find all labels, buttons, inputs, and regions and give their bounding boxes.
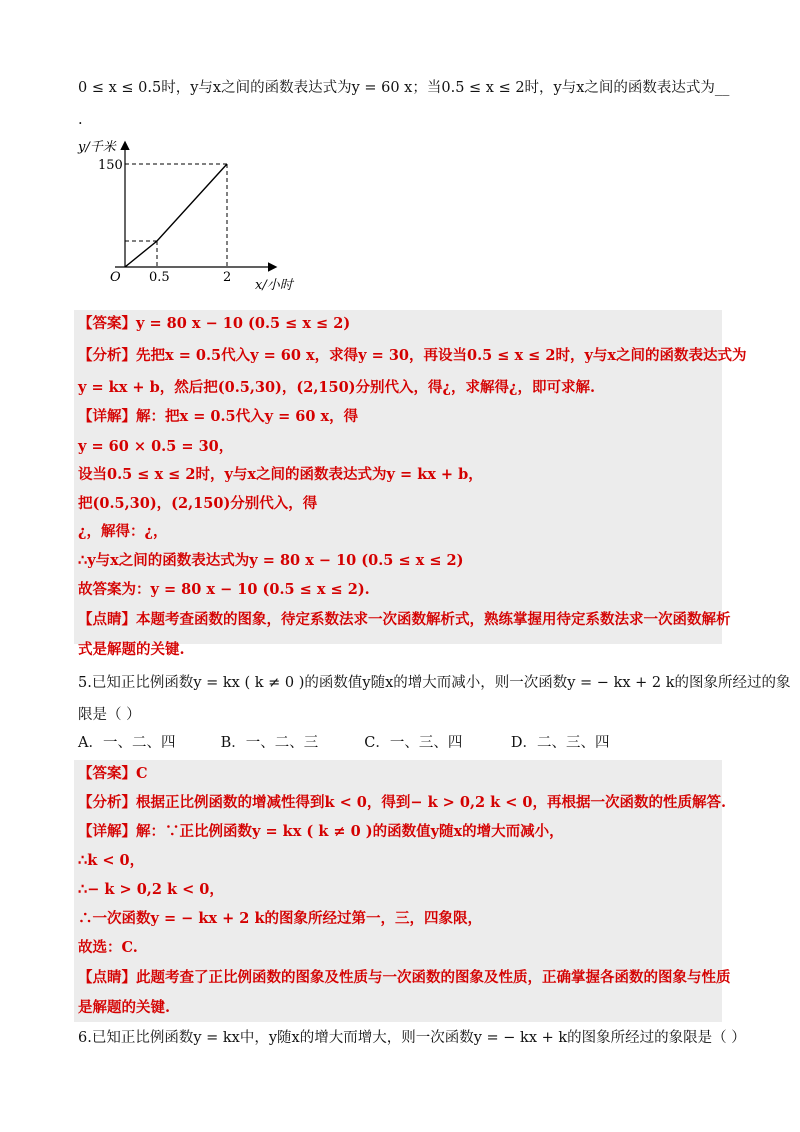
q6-line: 6.已知正比例函数y = kx中，y随x的增大而增大，则一次函数y = − kx + k的图象所经过的象限是（ ） — [78, 1030, 746, 1046]
q4-analysis-line2: y = kx + b，然后把(0.5,30)，(2,150)分别代入，得¿，求解得¿，即可求解. — [78, 379, 596, 396]
q4-detail-line3: 设当0.5 ≤ x ≤ 2时，y与x之间的函数表达式为y = kx + b， — [78, 466, 483, 483]
graph-xlabel: x/小时 — [255, 278, 293, 293]
q5-line1: 5.已知正比例函数y = kx ( k ≠ 0 )的函数值y随x的增大而减小，则一次函数y = − kx + 2 k的图象所经过的象 — [78, 675, 791, 691]
q5-choice: 故选：C. — [78, 939, 138, 956]
q4-detail-line2: y = 60 × 0.5 = 30， — [78, 438, 234, 455]
q5-option-d: D．二、三、四 — [510, 735, 610, 751]
graph-origin: O — [110, 270, 121, 285]
q5-detail-line3: ∴− k > 0,2 k < 0， — [78, 881, 224, 898]
q4-dot: . — [78, 112, 83, 128]
q4-comment-line1: 【点睛】本题考查函数的图象，待定系数法求一次函数解析式，熟练掌握用待定系数法求一次函数解析 — [78, 611, 731, 628]
distance-time-graph — [70, 135, 310, 295]
q5-options — [78, 733, 609, 753]
graph-ylabel: y/千米 — [78, 140, 116, 155]
q4-answer-line: 【答案】y = 80 x − 10 (0.5 ≤ x ≤ 2) — [78, 315, 351, 332]
q4-detail-line1: 【详解】解：把x = 0.5代入y = 60 x，得 — [78, 408, 359, 425]
q4-detail-line5: ¿，解得：¿， — [78, 523, 168, 540]
graph-ytick-150: 150 — [98, 158, 123, 173]
q5-analysis-line: 【分析】根据正比例函数的增减性得到k < 0，得到− k > 0,2 k < 0，再根据一次函数的性质解答. — [78, 794, 727, 811]
q5-option-c: C．一、三、四 — [364, 735, 463, 751]
q5-detail-line4: ∴一次函数y = − kx + 2 k的图象所经过第一，三，四象限， — [78, 910, 482, 927]
q4-analysis-line1: 【分析】先把x = 0.5代入y = 60 x，求得y = 30，再设当0.5 ≤ x ≤ 2时，y与x之间的函数表达式为 — [78, 347, 747, 364]
q5-detail-line2: ∴k < 0， — [78, 852, 145, 869]
q5-comment-line1: 【点睛】此题考查了正比例函数的图象及性质与一次函数的图象及性质，正确掌握各函数的图象与性质 — [78, 969, 731, 986]
q5-option-a: A．一、二、四 — [78, 735, 176, 751]
q5-line2: 限是（ ） — [78, 707, 141, 723]
q5-answer-line: 【答案】C — [78, 765, 148, 782]
q4-final-answer: 故答案为：y = 80 x − 10 (0.5 ≤ x ≤ 2). — [78, 581, 370, 598]
q4-intro-line: 0 ≤ x ≤ 0.5时，y与x之间的函数表达式为y = 60 x；当0.5 ≤ x ≤ 2时，y与x之间的函数表达式为__ — [78, 80, 730, 96]
q5-detail-line1: 【详解】解：∵正比例函数y = kx ( k ≠ 0 )的函数值y随x的增大而减小， — [78, 823, 564, 840]
q4-detail-line6: ∴y与x之间的函数表达式为y = 80 x − 10 (0.5 ≤ x ≤ 2) — [78, 552, 464, 569]
q4-comment-line2: 式是解题的关键. — [78, 641, 185, 658]
graph-xtick-2: 2 — [223, 270, 232, 285]
q4-detail-line4: 把(0.5,30)，(2,150)分别代入，得 — [78, 495, 318, 512]
graph-line — [125, 164, 227, 267]
graph-xtick-05: 0.5 — [149, 270, 170, 285]
q5-option-b: B．一、二、三 — [220, 735, 319, 751]
q5-comment-line2: 是解题的关键. — [78, 999, 171, 1016]
